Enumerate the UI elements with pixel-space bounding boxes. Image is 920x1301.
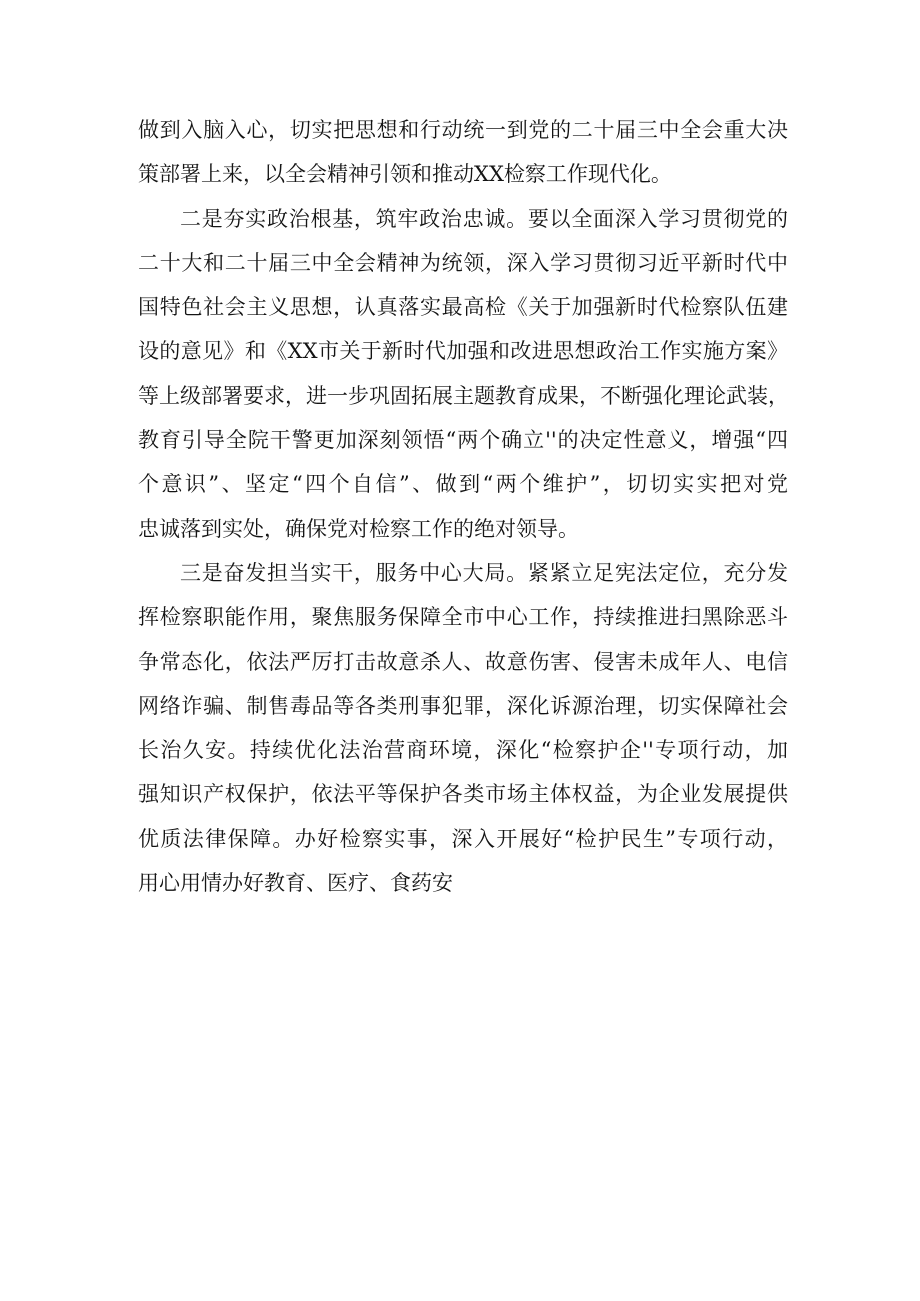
text-line: 三是奋发担当实干，服务中心大局。紧紧立足宪法定位，充分发 [180,560,788,585]
text-line: 争常态化，依法严厉打击故意杀人、故意伤害、侵害未成年人、电信 [138,649,788,674]
document-body [138,108,788,905]
text-line: 优质法律保障。办好检察实事，深入开展好“检护民生”专项行动， [138,826,788,851]
text-line: 二是夯实政治根基，筑牢政治忠诚。要以全面深入学习贯彻党的 [180,206,788,231]
text-line: 挥检察职能作用，聚焦服务保障全市中心工作，持续推进扫黑除恶斗 [138,605,788,630]
text-line: 网络诈骗、制售毒品等各类刑事犯罪，深化诉源治理，切实保障社会 [138,693,788,718]
text-line: 个意识”、坚定“四个自信”、做到“两个维护”，切切实实把对党 [138,472,788,497]
text-line: 设的意见》和《XX市关于新时代加强和改进思想政治工作实施方案》 [138,339,788,364]
text-line: 忠诚落到实处，确保党对检察工作的绝对领导。 [138,516,579,541]
text-line: 二十大和二十届三中全会精神为统领，深入学习贯彻习近平新时代中 [138,250,788,275]
text-line: 教育引导全院干警更加深刻领悟“两个确立''的决定性意义，增强“四 [138,428,788,453]
text-line: 用心用情办好教育、医疗、食药安 [138,871,453,896]
text-line: 做到入脑入心，切实把思想和行动统一到党的二十届三中全会重大决 [138,118,788,142]
text-line: 强知识产权保护，依法平等保护各类市场主体权益，为企业发展提供 [138,782,788,807]
text-line: 长治久安。持续优化法治营商环境，深化“检察护企''专项行动，加 [138,738,788,763]
paragraph-continuation [138,108,788,197]
text-line: 策部署上来，以全会精神引领和推动XX检察工作现代化。 [138,162,672,187]
text-line: 国特色社会主义思想，认真落实最高检《关于加强新时代检察队伍建 [138,295,788,320]
text-line: 等上级部署要求，进一步巩固拓展主题教育成果，不断强化理论武装， [138,383,789,408]
paragraph-point-two [138,197,788,551]
paragraph-point-three [138,551,788,905]
